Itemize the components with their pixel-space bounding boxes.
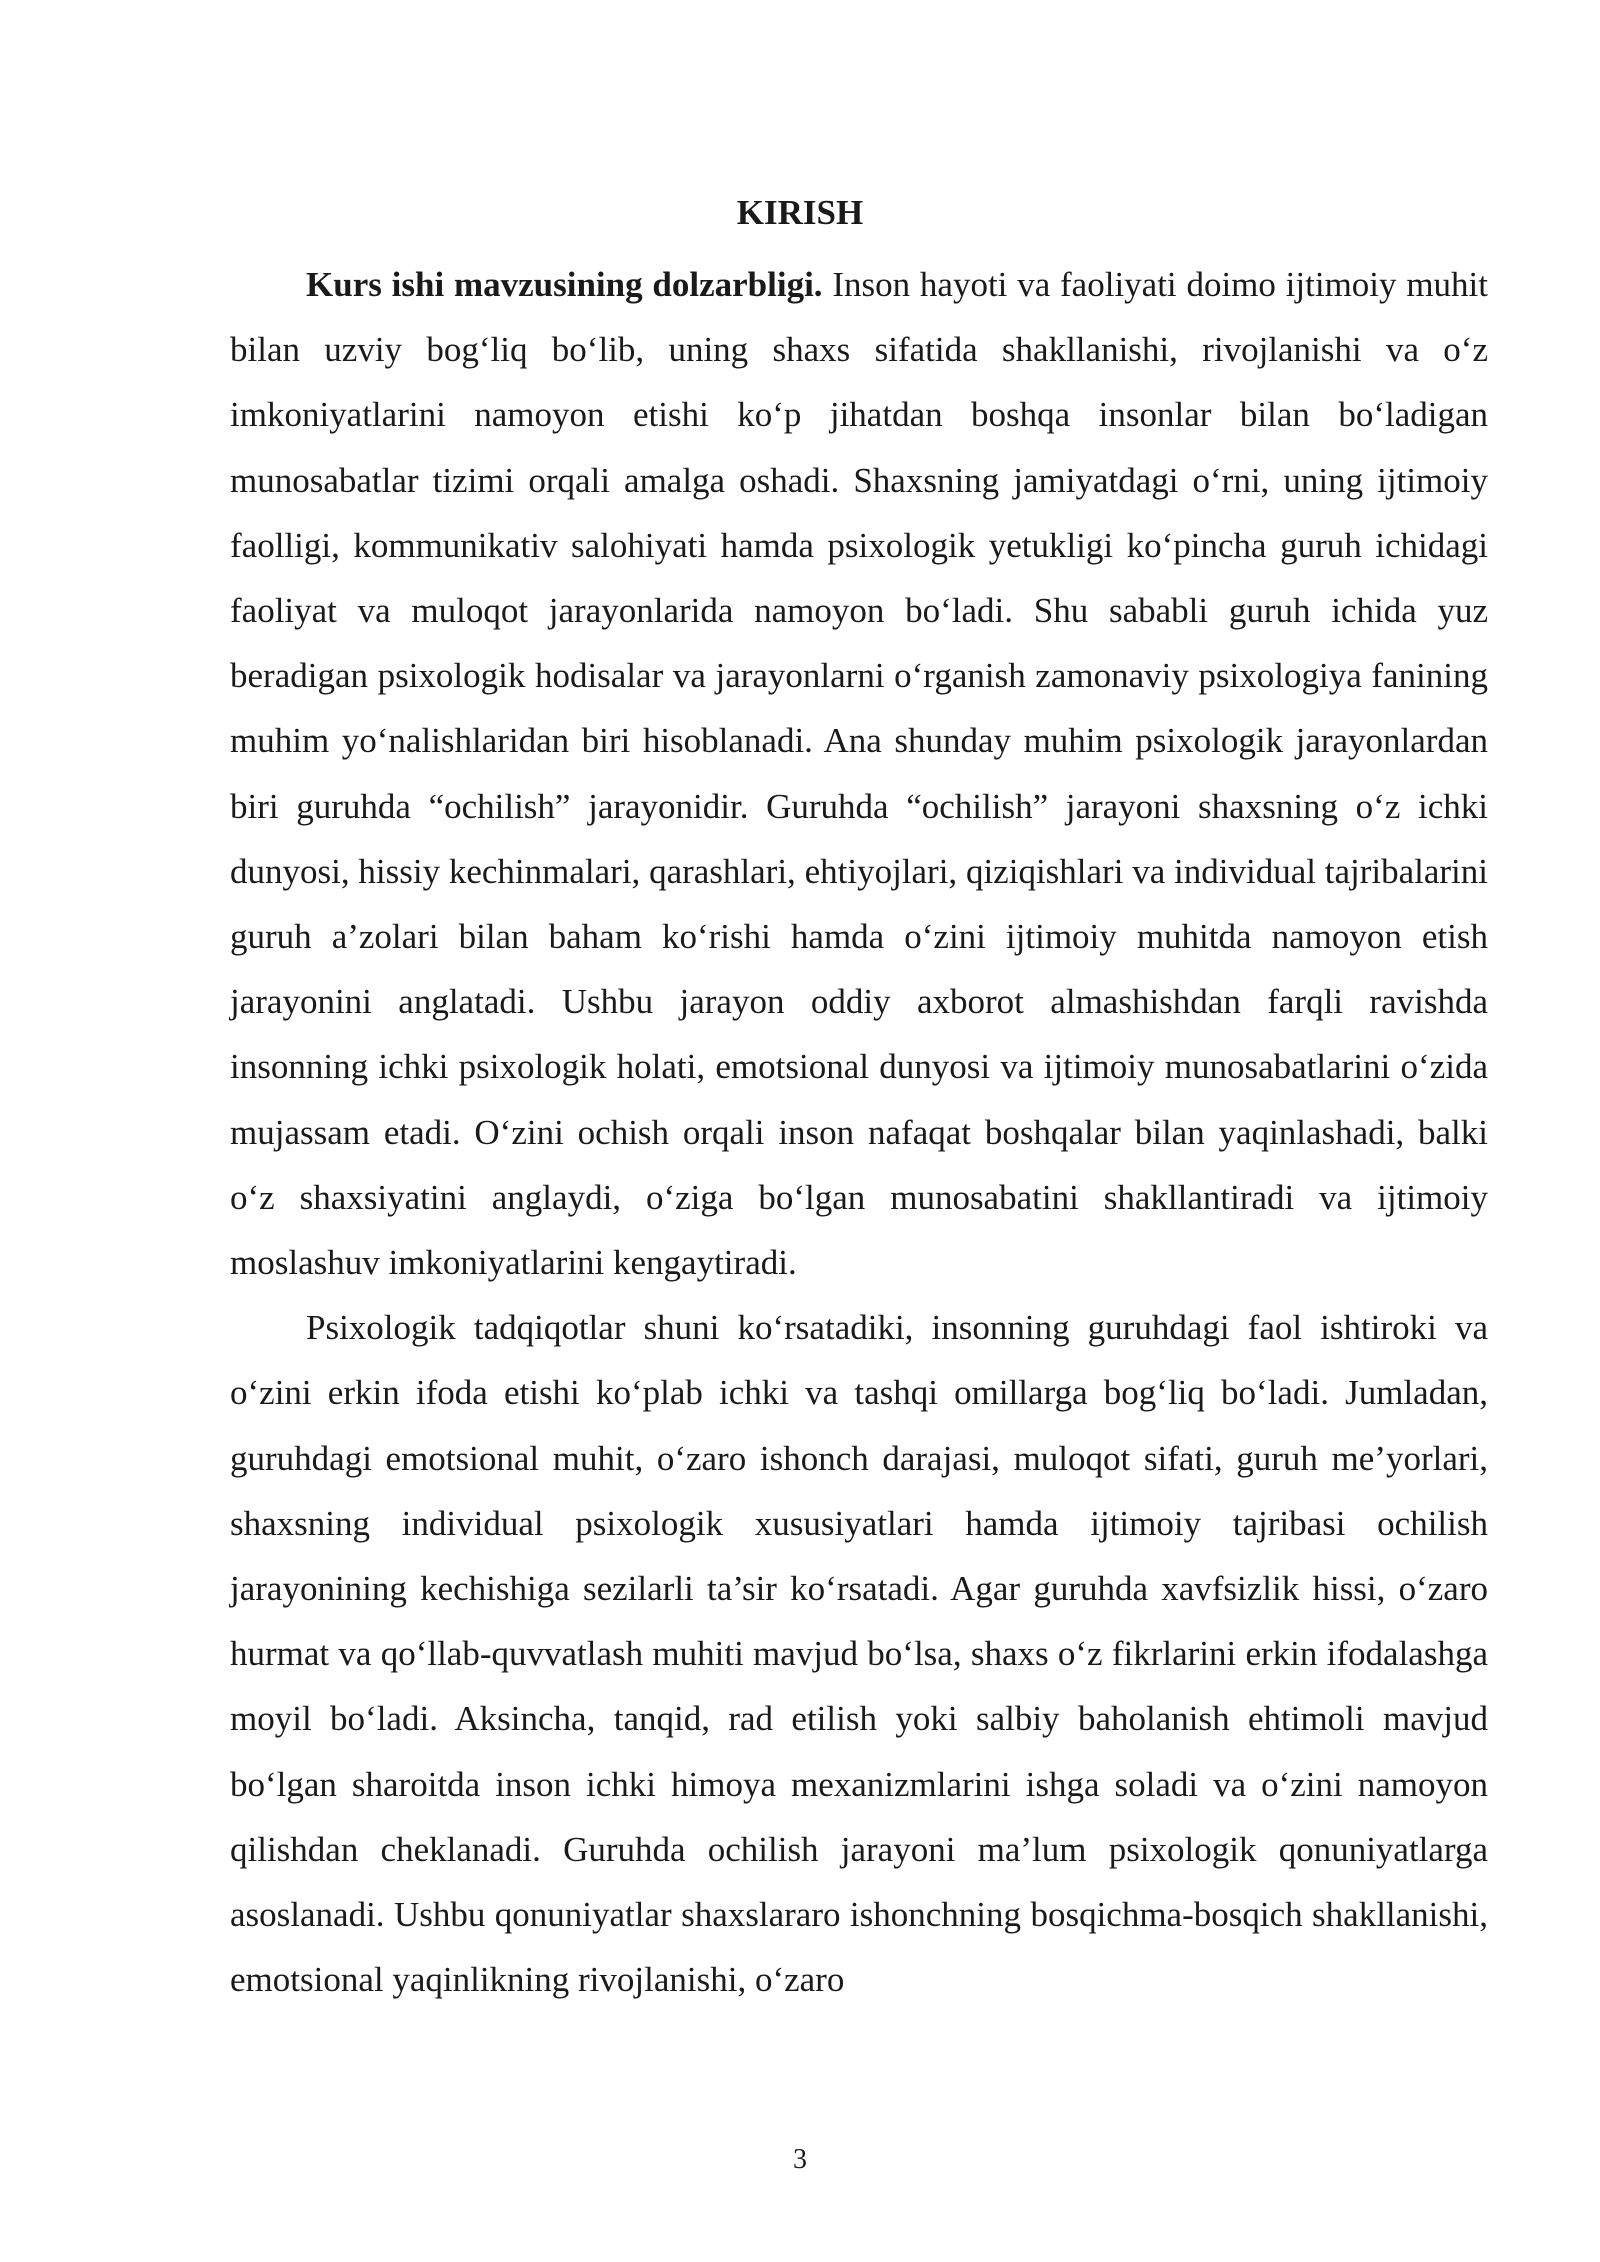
section-heading: KIRISH bbox=[736, 193, 864, 232]
body-text bbox=[230, 252, 1488, 2012]
paragraph-text: Inson hayoti va faoliyati doimo ijtimoiy muhit bilan uzviy bog‘liq bo‘lib, uning shaxs sifatida shakllanishi, rivojlanishi va o‘z imkoniyatlarini namoyon etishi ko‘p jihatdan boshqa insonlar bilan bo‘ladigan munosabatlar tizimi orqali amalga oshadi. Shaxsning jamiyatdagi o‘rni, uning ijtimoiy faolligi, kommunikativ salohiyati hamda psixologik yetukligi ko‘pincha guruh ichidagi faoliyat va muloqot jarayonlarida namoyon bo‘ladi. Shu sababli guruh ichida yuz beradigan psixologik hodisalar va jarayonlarni o‘rganish zamonaviy psixologiya fanining muhim yo‘nalishlaridan biri hisoblanadi. Ana shunday muhim psixologik jarayonlardan biri guruhda “ochilish” jarayonidir. Guruhda “ochilish” jarayoni shaxsning o‘z ichki dunyosi, hissiy kechinmalari, qarashlari, ehtiyojlari, qiziqishlari va individual tajribalarini guruh a’zolari bilan baham ko‘rishi hamda o‘zini ijtimoiy muhitda namoyon etish jarayonini anglatadi. Ushbu jarayon oddiy axborot almashishdan farqli ravishda insonning ichki psixologik holati, emotsional dunyosi va ijtimoiy munosabatlarini o‘zida mujassam etadi. O‘zini ochish orqali inson nafaqat boshqalar bilan yaqinlashadi, balki o‘z shaxsiyatini anglaydi, o‘ziga bo‘lgan munosabatini shakllantiradi va ijtimoiy moslashuv imkoniyatlarini kengaytiradi. bbox=[230, 265, 1488, 1283]
paragraph-research bbox=[230, 1295, 1488, 2012]
paragraph-relevance bbox=[230, 252, 1488, 1295]
paragraph-text: Psixologik tadqiqotlar shuni ko‘rsatadiki, insonning guruhdagi faol ishtiroki va o‘zini erkin ifoda etishi ko‘plab ichki va tashqi omillarga bog‘liq bo‘ladi. Jumladan, guruhdagi emotsional muhit, o‘zaro ishonch darajasi, muloqot sifati, guruh me’yorlari, shaxsning individual psixologik xususiyatlari hamda ijtimoiy tajribasi ochilish jarayonining kechishiga sezilarli ta’sir ko‘rsatadi. Agar guruhda xavfsizlik hissi, o‘zaro hurmat va qo‘llab-quvvatlash muhiti mavjud bo‘lsa, shaxs o‘z fikrlarini erkin ifodalashga moyil bo‘ladi. Aksincha, tanqid, rad etilish yoki salbiy baholanish ehtimoli mavjud bo‘lgan sharoitda inson ichki himoya mexanizmlarini ishga soladi va o‘zini namoyon qilishdan cheklanadi. Guruhda ochilish jarayoni ma’lum psixologik qonuniyatlarga asoslanadi. Ushbu qonuniyatlar shaxslararo ishonchning bosqichma-bosqich shakllanishi, emotsional yaqinlikning rivojlanishi, o‘zaro bbox=[230, 1308, 1488, 2000]
page-number: 3 bbox=[793, 2144, 807, 2175]
paragraph-lead: Kurs ishi mavzusining dolzarbligi. bbox=[306, 265, 823, 304]
